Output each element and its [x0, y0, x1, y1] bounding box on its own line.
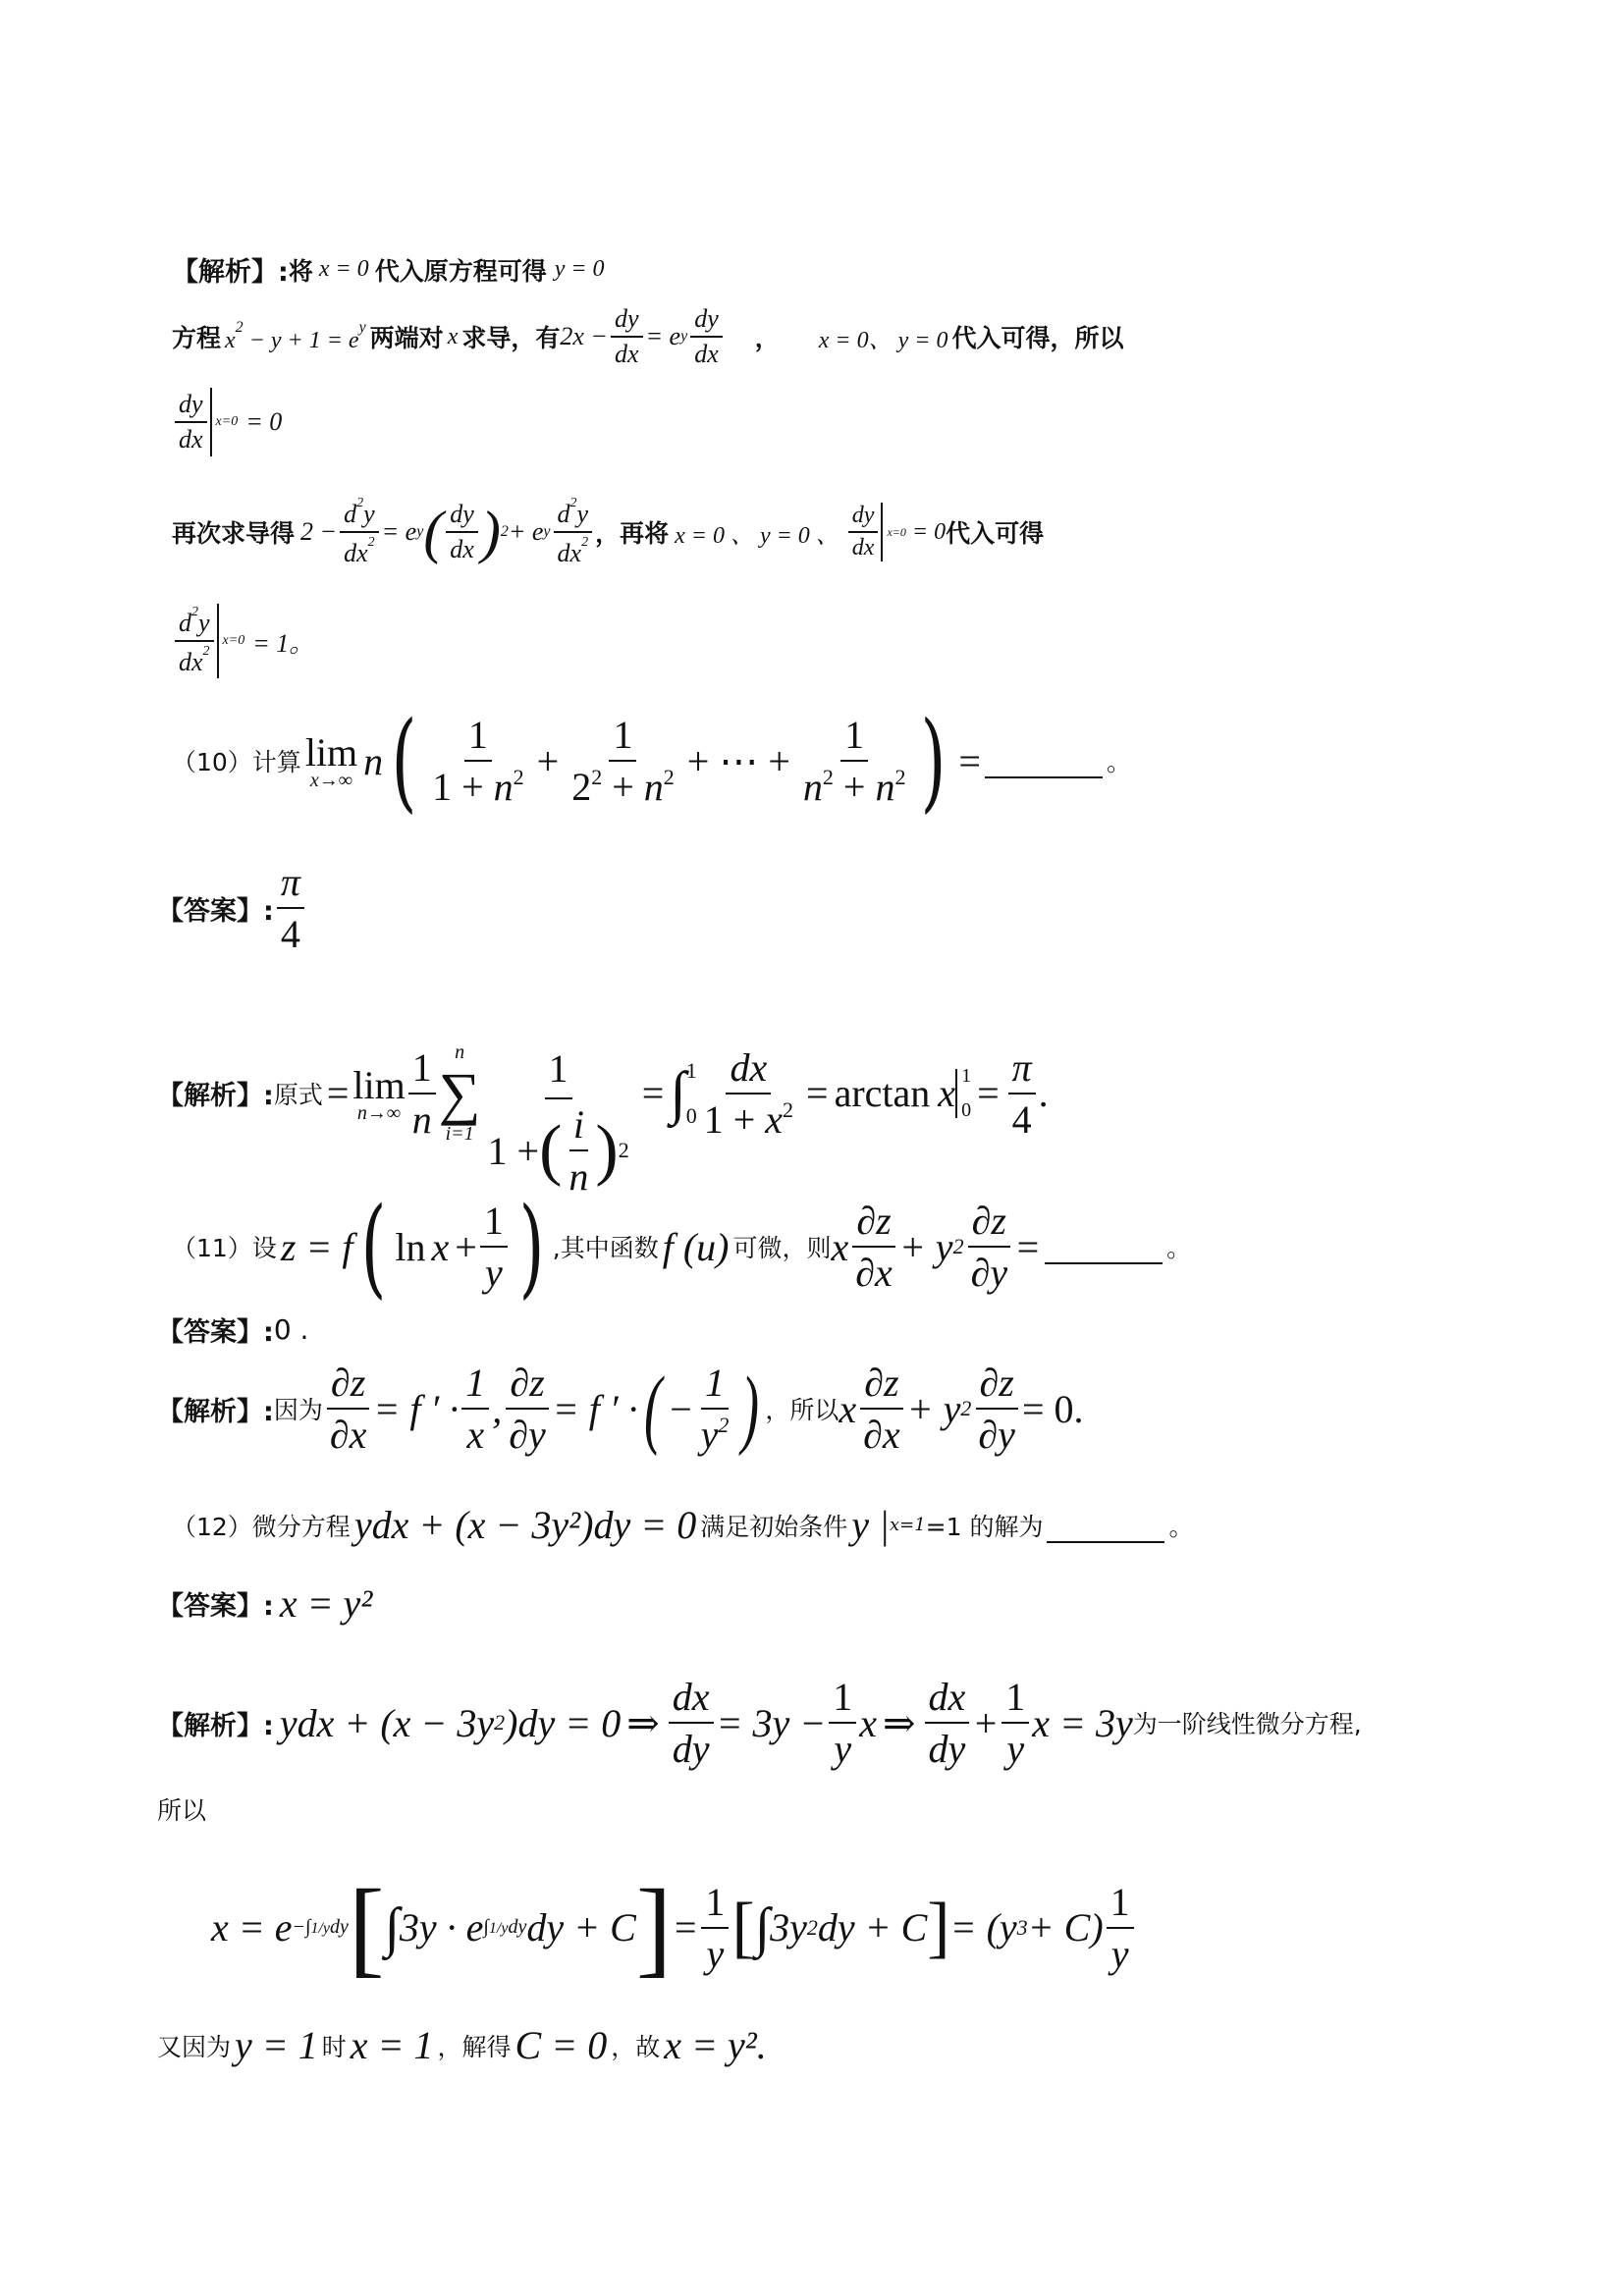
limit: lim x→∞: [304, 730, 358, 791]
answer-label: 【答案】:: [157, 1591, 274, 1622]
math-equation: $x^2 - y + 1 = e^y$: [225, 319, 366, 353]
answer-10: [157, 859, 1624, 957]
math: x: [447, 323, 459, 349]
math: = 1。: [252, 628, 315, 658]
math: x = 1: [350, 2023, 434, 2067]
text: ，: [754, 324, 780, 352]
text: 因为: [273, 1396, 323, 1424]
text: ,其中函数: [552, 1234, 659, 1262]
text: 可微，则: [732, 1234, 832, 1262]
math: x = 0: [318, 256, 369, 282]
math: ydx + (x − 3y²)dy = 0: [353, 1503, 697, 1547]
answer-label: 【答案】:: [157, 895, 274, 927]
derivative-value: $\frac{dy}{dx}$ x=0 = 0: [172, 388, 282, 456]
answer-12: [157, 1580, 1624, 1627]
math: y |: [851, 1503, 890, 1547]
derivative-value-inline: $\frac{dy}{dx}$ x=0 = 0: [845, 503, 946, 561]
math: y = 1: [235, 2023, 318, 2067]
analysis-label: 【解析】:: [172, 257, 289, 288]
answer-label: 【答案】:: [157, 1317, 274, 1348]
text: ，故: [611, 2032, 661, 2061]
analysis-label: 【解析】:: [157, 1081, 274, 1111]
text: 又因为: [157, 2032, 232, 2061]
question-11-label: （11）设: [172, 1234, 277, 1262]
math: z = f: [280, 1224, 353, 1269]
solution-line-3: [172, 388, 1624, 456]
math: x = y².: [664, 2023, 767, 2067]
linear-ode-transform: ydx + (x − 3y 2 )dy = 0 ⇒ $\frac{dx}{dy}$ = 3y − $\frac{1}{y}$ x ⇒ $\frac{dx}{dy}$ + $\frac{1}{y}$ x = 3y: [279, 1675, 1133, 1771]
partial-result: x $\frac{\partial z}{\partial x}$ + y 2 $\frac{\partial z}{\partial y}$ = 0.: [839, 1361, 1084, 1457]
solution-10: [157, 987, 1624, 1200]
text: 满足初始条件: [700, 1512, 848, 1541]
riemann-sum: = lim n→∞ $\frac{1}{n}$ n ∑ i=1 1 1 + ( $\frac{i}{n}$ ) 2 = ∫ 1 0 $\frac{dx}{1 + x^2}$ = arctan x 1 0 = $\frac{\pi}{4}$ .: [326, 1041, 1049, 1199]
text: 。: [1106, 748, 1131, 776]
solution-line-2: [172, 304, 1624, 369]
text: 代入可得: [946, 519, 1045, 548]
left-paren: (: [391, 698, 417, 824]
partial-expression: x $\frac{\partial z}{\partial x}$ + y 2 $\frac{\partial z}{\partial y}$ =: [831, 1199, 1042, 1295]
text: 原式: [273, 1080, 323, 1109]
math: n: [363, 738, 384, 783]
answer-blank: [1045, 1229, 1163, 1264]
solution-12-suoyi: [157, 1791, 1624, 1827]
answer-11-value: 0 .: [273, 1313, 309, 1346]
partial-derivatives: $\frac{\partial z}{\partial x}$ = f ′ · $\frac{1}{x}$ , $\frac{\partial z}{\partial y}$ = f ′ · ( − $\frac{1}{y^2}$ ): [323, 1360, 766, 1458]
solution-formula: x = e −∫1/ydy [ ∫ 3y · e ∫1/ydy dy + C ] = $\frac{1}{y}$ [ ∫ 3y 2 dy + C ] = (y 3 + C) $\frac{1}{y}$: [211, 1865, 1137, 1990]
answer-blank: [1047, 1508, 1164, 1543]
analysis-label: 【解析】:: [157, 1396, 274, 1427]
text: 。: [1166, 1234, 1192, 1262]
answer-blank: [985, 743, 1103, 778]
text: ，再将: [595, 519, 670, 548]
answer-10-value: [277, 859, 304, 957]
text: 将: [288, 256, 313, 286]
right-paren: ): [921, 698, 947, 824]
solution-11: [157, 1360, 1624, 1458]
text: 代入可得，所以: [951, 324, 1124, 352]
text: 再次求导得: [172, 519, 296, 548]
right-paren: ): [518, 1184, 545, 1309]
question-12-label: （12）微分方程: [172, 1512, 351, 1541]
analysis-label: 【解析】:: [157, 1710, 274, 1741]
math: 4: [280, 912, 300, 956]
function-argument: ln x + $\frac{1}{y}$: [395, 1198, 510, 1296]
second-derivative-value: $\frac{d^2y}{dx^2}$ x=0: [172, 604, 244, 678]
math: =: [958, 738, 981, 783]
math: C = 0: [514, 2023, 608, 2067]
text: ，解得: [437, 2032, 512, 2061]
text: 所以: [157, 1796, 207, 1825]
solution-line-5: [172, 604, 1624, 678]
math: f (u): [662, 1224, 730, 1269]
solution-line-4: [172, 496, 1624, 568]
text: 为一阶线性微分方程,: [1132, 1710, 1362, 1738]
text: 求导，有: [461, 324, 561, 352]
question-11: [172, 1184, 1624, 1309]
text: 方程: [172, 324, 222, 352]
math: arctan: [834, 1071, 931, 1115]
text: =1 的解为: [925, 1512, 1044, 1541]
math: x = 0、 y = 0: [818, 327, 948, 353]
conclusion-line: [157, 2022, 1624, 2068]
math: x = 0 、 y = 0 、: [675, 522, 839, 549]
solution-12: [157, 1674, 1624, 1772]
text: 两端对: [369, 324, 444, 352]
math: y = 0: [554, 256, 605, 282]
math: x=1: [889, 1515, 926, 1535]
question-12: [172, 1502, 1624, 1548]
question-10: [172, 698, 1624, 824]
answer-12-value: x = y²: [279, 1581, 373, 1626]
math: .: [1038, 1071, 1049, 1115]
integral-formula: [211, 1865, 1624, 1990]
text: ，所以: [765, 1396, 839, 1424]
second-derivative-equation: 2 − $\frac{d^2y}{dx^2}$ = e y ( $\frac{dy}{dx}$ ) 2 + e y $\frac{d^2y}{dx^2}$: [300, 496, 595, 568]
text: 。: [1168, 1512, 1194, 1541]
text: 代入原方程可得: [374, 256, 547, 286]
question-10-label: （10）计算: [172, 748, 301, 776]
solution-line-1: [172, 250, 1624, 289]
derivative-equation: 2x − $\frac{dy}{dx}$ = e y $\frac{dy}{dx}$: [560, 304, 725, 369]
text: 时: [321, 2032, 347, 2061]
left-paren: (: [361, 1184, 387, 1309]
limit-sum: $\frac{1}{1 + n^2}$ + $\frac{1}{2^2 + n^2}$ + ⋯ + $\frac{1}{n^2 + n^2}$: [432, 713, 906, 809]
answer-11: [157, 1310, 1624, 1349]
math: π: [277, 859, 304, 909]
